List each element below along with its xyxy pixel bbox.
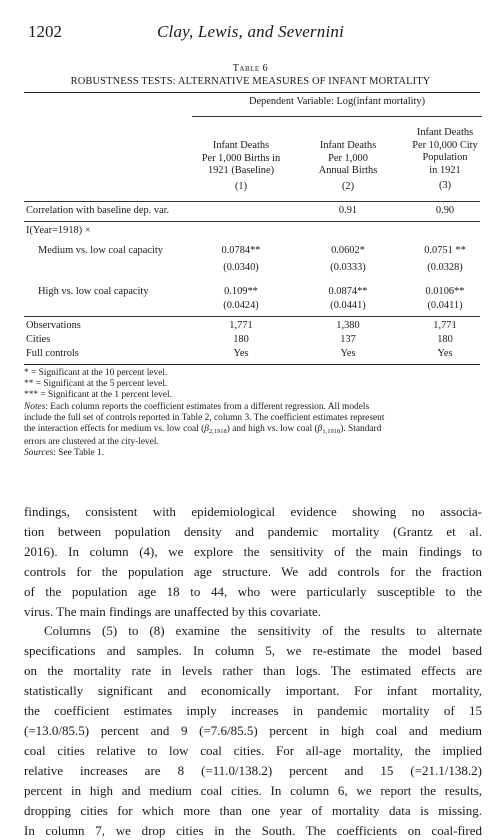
- row-label-controls: Full controls: [26, 348, 79, 361]
- sources-line: Sources: See Table 1.: [24, 448, 482, 459]
- cities-col2: 137: [300, 334, 396, 347]
- body-line: specifications and samples. In column 5, we re-estimate the model based: [24, 641, 482, 661]
- section-rule: [24, 221, 480, 222]
- table-label: Table 6: [0, 63, 501, 74]
- controls-col3: Yes: [400, 348, 490, 361]
- body-line: statistically significant and economically important. For infant mortality,: [24, 681, 482, 701]
- running-title: Clay, Lewis, and Severnini: [22, 22, 479, 42]
- row-label-observations: Observations: [26, 320, 81, 333]
- medium-se-col3: (0.0328): [400, 262, 490, 275]
- high-se-col3: (0.0411): [400, 300, 490, 313]
- column-header-line: in 1921: [400, 165, 490, 178]
- body-line: coal cities relative to low coal cities. For all-age mortality, the implied: [24, 741, 482, 761]
- row-label-medium: Medium vs. low coal capacity: [38, 245, 163, 258]
- column-header-line: Per 10,000 City: [400, 140, 490, 153]
- column-header-line: Population: [400, 152, 490, 165]
- body-line: findings, consistent with epidemiological evidence showing no associa-: [24, 502, 482, 522]
- body-line: virus. The main findings are unaffected by this covariate.: [24, 602, 482, 622]
- high-se-col2: (0.0441): [300, 300, 396, 313]
- column-header-line: Infant Deaths: [400, 127, 490, 140]
- row-label-correlation: Correlation with baseline dep. var.: [26, 205, 169, 218]
- body-line: Columns (5) to (8) examine the sensitivity of the results to alternate: [24, 621, 482, 641]
- cities-col3: 180: [400, 334, 490, 347]
- running-head: [22, 22, 479, 44]
- subscript-medium: 2,1918: [209, 428, 227, 435]
- medium-coef-col1: 0.0784**: [192, 245, 290, 258]
- column-header-line: Annual Births: [300, 165, 396, 178]
- body-line: dropping cities for which more than one year of mortality data is missing.: [24, 801, 482, 821]
- body-line: percent in high and medium coal cities. In column 6, we report the results,: [24, 781, 482, 801]
- body-line: on the mortality rate in levels rather than logs. The estimated effects are: [24, 661, 482, 681]
- column-header-line: Per 1,000: [300, 153, 396, 166]
- medium-se-col2: (0.0333): [300, 262, 396, 275]
- medium-coef-col2: 0.0602*: [300, 245, 396, 258]
- observations-col1: 1,771: [192, 320, 290, 333]
- high-coef-col2: 0.0874**: [300, 286, 396, 299]
- significance-note: * = Significant at the 10 percent level.: [24, 368, 482, 379]
- table-top-rule: [24, 92, 480, 93]
- correlation-col2: 0.91: [300, 205, 396, 218]
- column-number: (2): [300, 181, 396, 194]
- subscript-high: 1,1918: [322, 428, 340, 435]
- controls-col2: Yes: [300, 348, 396, 361]
- observations-col3: 1,771: [400, 320, 490, 333]
- body-line: relative increases are 8 (=11.0/138.2) percent and 15 (=21.1/138.2): [24, 761, 482, 781]
- body-line: 2016). In column (4), we explore the sensitivity of the main findings to: [24, 542, 482, 562]
- sources-label: Sources: [24, 448, 53, 458]
- body-line: In column 7, we drop cities in the South. The coefficients on coal-fired: [24, 821, 482, 840]
- table-notes: [24, 368, 482, 460]
- column-header-2: [300, 140, 396, 193]
- table-title: ROBUSTNESS TESTS: ALTERNATIVE MEASURES OF INFANT MORTALITY: [0, 76, 501, 87]
- body-line: tion between population density and pandemic mortality (Grantz et al.: [24, 522, 482, 542]
- section-rule: [24, 316, 480, 317]
- table-bottom-rule: [24, 364, 480, 365]
- row-label-cities: Cities: [26, 334, 50, 347]
- cities-col1: 180: [192, 334, 290, 347]
- dependent-variable-header: Dependent Variable: Log(infant mortality): [192, 96, 482, 109]
- notes-line: errors are clustered at the city-level.: [24, 437, 482, 448]
- column-header-1: [192, 140, 290, 193]
- high-se-col1: (0.0424): [192, 300, 290, 313]
- interaction-label: I(Year=1918) ×: [26, 225, 91, 238]
- dep-var-rule: [192, 116, 482, 117]
- body-text: [24, 502, 482, 840]
- column-header-line: Infant Deaths: [192, 140, 290, 153]
- body-line: controls for the population age structure. We add controls for the fraction: [24, 562, 482, 582]
- column-header-line: 1921 (Baseline): [192, 165, 290, 178]
- correlation-col3: 0.90: [400, 205, 490, 218]
- column-number: (3): [400, 180, 490, 193]
- body-line: of the population age 18 to 44, who were particularly susceptible to the: [24, 582, 482, 602]
- row-label-high: High vs. low coal capacity: [38, 286, 149, 299]
- beta-symbol: β: [318, 424, 323, 434]
- column-header-line: Per 1,000 Births in: [192, 153, 290, 166]
- page-number: 1202: [28, 22, 62, 42]
- header-rule: [24, 201, 480, 202]
- medium-coef-col3: 0.0751 **: [400, 245, 490, 258]
- notes-label: Notes: [24, 402, 45, 412]
- column-header-line: Infant Deaths: [300, 140, 396, 153]
- notes-line: Notes: Each column reports the coefficient estimates from a different regression. All models: [24, 402, 482, 413]
- notes-line: include the full set of controls reported in Table 2, column 3. The coefficient estimates represent: [24, 413, 482, 424]
- column-number: (1): [192, 181, 290, 194]
- high-coef-col1: 0.109**: [192, 286, 290, 299]
- column-header-3: [400, 127, 490, 193]
- beta-symbol: β: [204, 424, 209, 434]
- high-coef-col3: 0.0106**: [400, 286, 490, 299]
- medium-se-col1: (0.0340): [192, 262, 290, 275]
- significance-note: *** = Significant at the 1 percent level.: [24, 390, 482, 401]
- body-line: (=13.0/85.5) percent and 9 (=7.6/85.5) percent in high coal and medium: [24, 721, 482, 741]
- significance-note: ** = Significant at the 5 percent level.: [24, 379, 482, 390]
- notes-line: the interaction effects for medium vs. low coal $(\beta_{2,1918})$ and high vs. low coal $(\beta_{1,1918})$. Standard: [24, 424, 482, 437]
- observations-col2: 1,380: [300, 320, 396, 333]
- body-line: the coefficient estimates imply increases in pandemic mortality of 15: [24, 701, 482, 721]
- controls-col1: Yes: [192, 348, 290, 361]
